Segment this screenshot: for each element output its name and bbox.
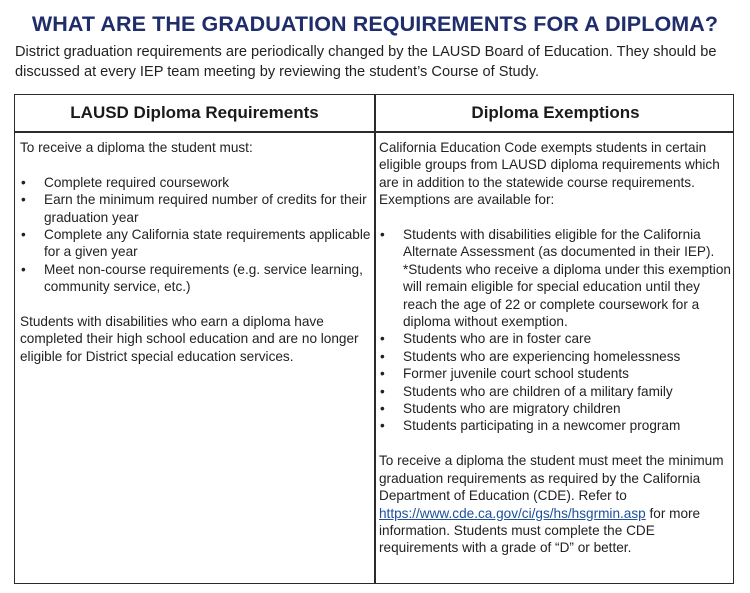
lausd-requirements-list: [20, 174, 372, 296]
list-item: • Students who are experiencing homelessness: [379, 348, 731, 365]
exemptions-closing-text: [379, 452, 731, 556]
list-item: • Complete required coursework: [20, 174, 372, 191]
diploma-exemptions-header: Diploma Exemptions: [471, 103, 640, 122]
closing-text-before-link: To receive a diploma the student must meet the minimum graduation requirements as required by the California Department of Education (CDE). Refer to: [379, 453, 724, 504]
list-item: • Students participating in a newcomer program: [379, 417, 731, 434]
cde-requirements-link[interactable]: https://www.cde.ca.gov/ci/gs/hs/hsgrmin.asp: [379, 505, 646, 521]
header-divider: [15, 131, 733, 133]
exemptions-lead-text: California Education Code exempts students in certain eligible groups from LAUSD diploma requirements which are in addition to the statewide course requirements. Exemptions are available for:: [379, 140, 720, 208]
lausd-requirements-header: LAUSD Diploma Requirements: [70, 103, 319, 122]
lausd-closing-text: Students with disabilities who earn a diploma have completed their high school education and are no longer eligible for District special education services.: [20, 314, 359, 364]
list-item: • Former juvenile court school students: [379, 365, 731, 382]
list-item: • Students with disabilities eligible for the California Alternate Assessment (as documented in their IEP). *Students who receive a diploma under this exemption will remain eligible for special education until they reach the age of 22 or complete coursework for a diploma without exemption.: [379, 226, 731, 330]
diploma-exemptions-cell: [379, 139, 731, 557]
list-item: • Students who are in foster care: [379, 330, 731, 347]
lausd-requirements-cell: [20, 139, 372, 365]
list-item: • Complete any California state requirements applicable for a given year: [20, 226, 372, 261]
list-item: • Meet non-course requirements (e.g. service learning, community service, etc.): [20, 261, 372, 296]
list-item: • Students who are migratory children: [379, 400, 731, 417]
list-item: • Earn the minimum required number of credits for their graduation year: [20, 191, 372, 226]
exemptions-list: [379, 226, 731, 435]
lausd-lead-text: To receive a diploma the student must:: [20, 140, 253, 155]
column-divider: [374, 95, 376, 583]
closing-text-after-link: for more information. Students must complete the CDE requirements with a grade of “D” or better.: [379, 505, 701, 556]
requirements-table: [14, 94, 734, 584]
page-title: WHAT ARE THE GRADUATION REQUIREMENTS FOR A DIPLOMA?: [31, 12, 719, 36]
intro-paragraph: District graduation requirements are periodically changed by the LAUSD Board of Education. They should be discussed at every IEP team meeting by reviewing the student’s Course of Study.: [15, 44, 717, 80]
list-item: • Students who are children of a military family: [379, 383, 731, 400]
